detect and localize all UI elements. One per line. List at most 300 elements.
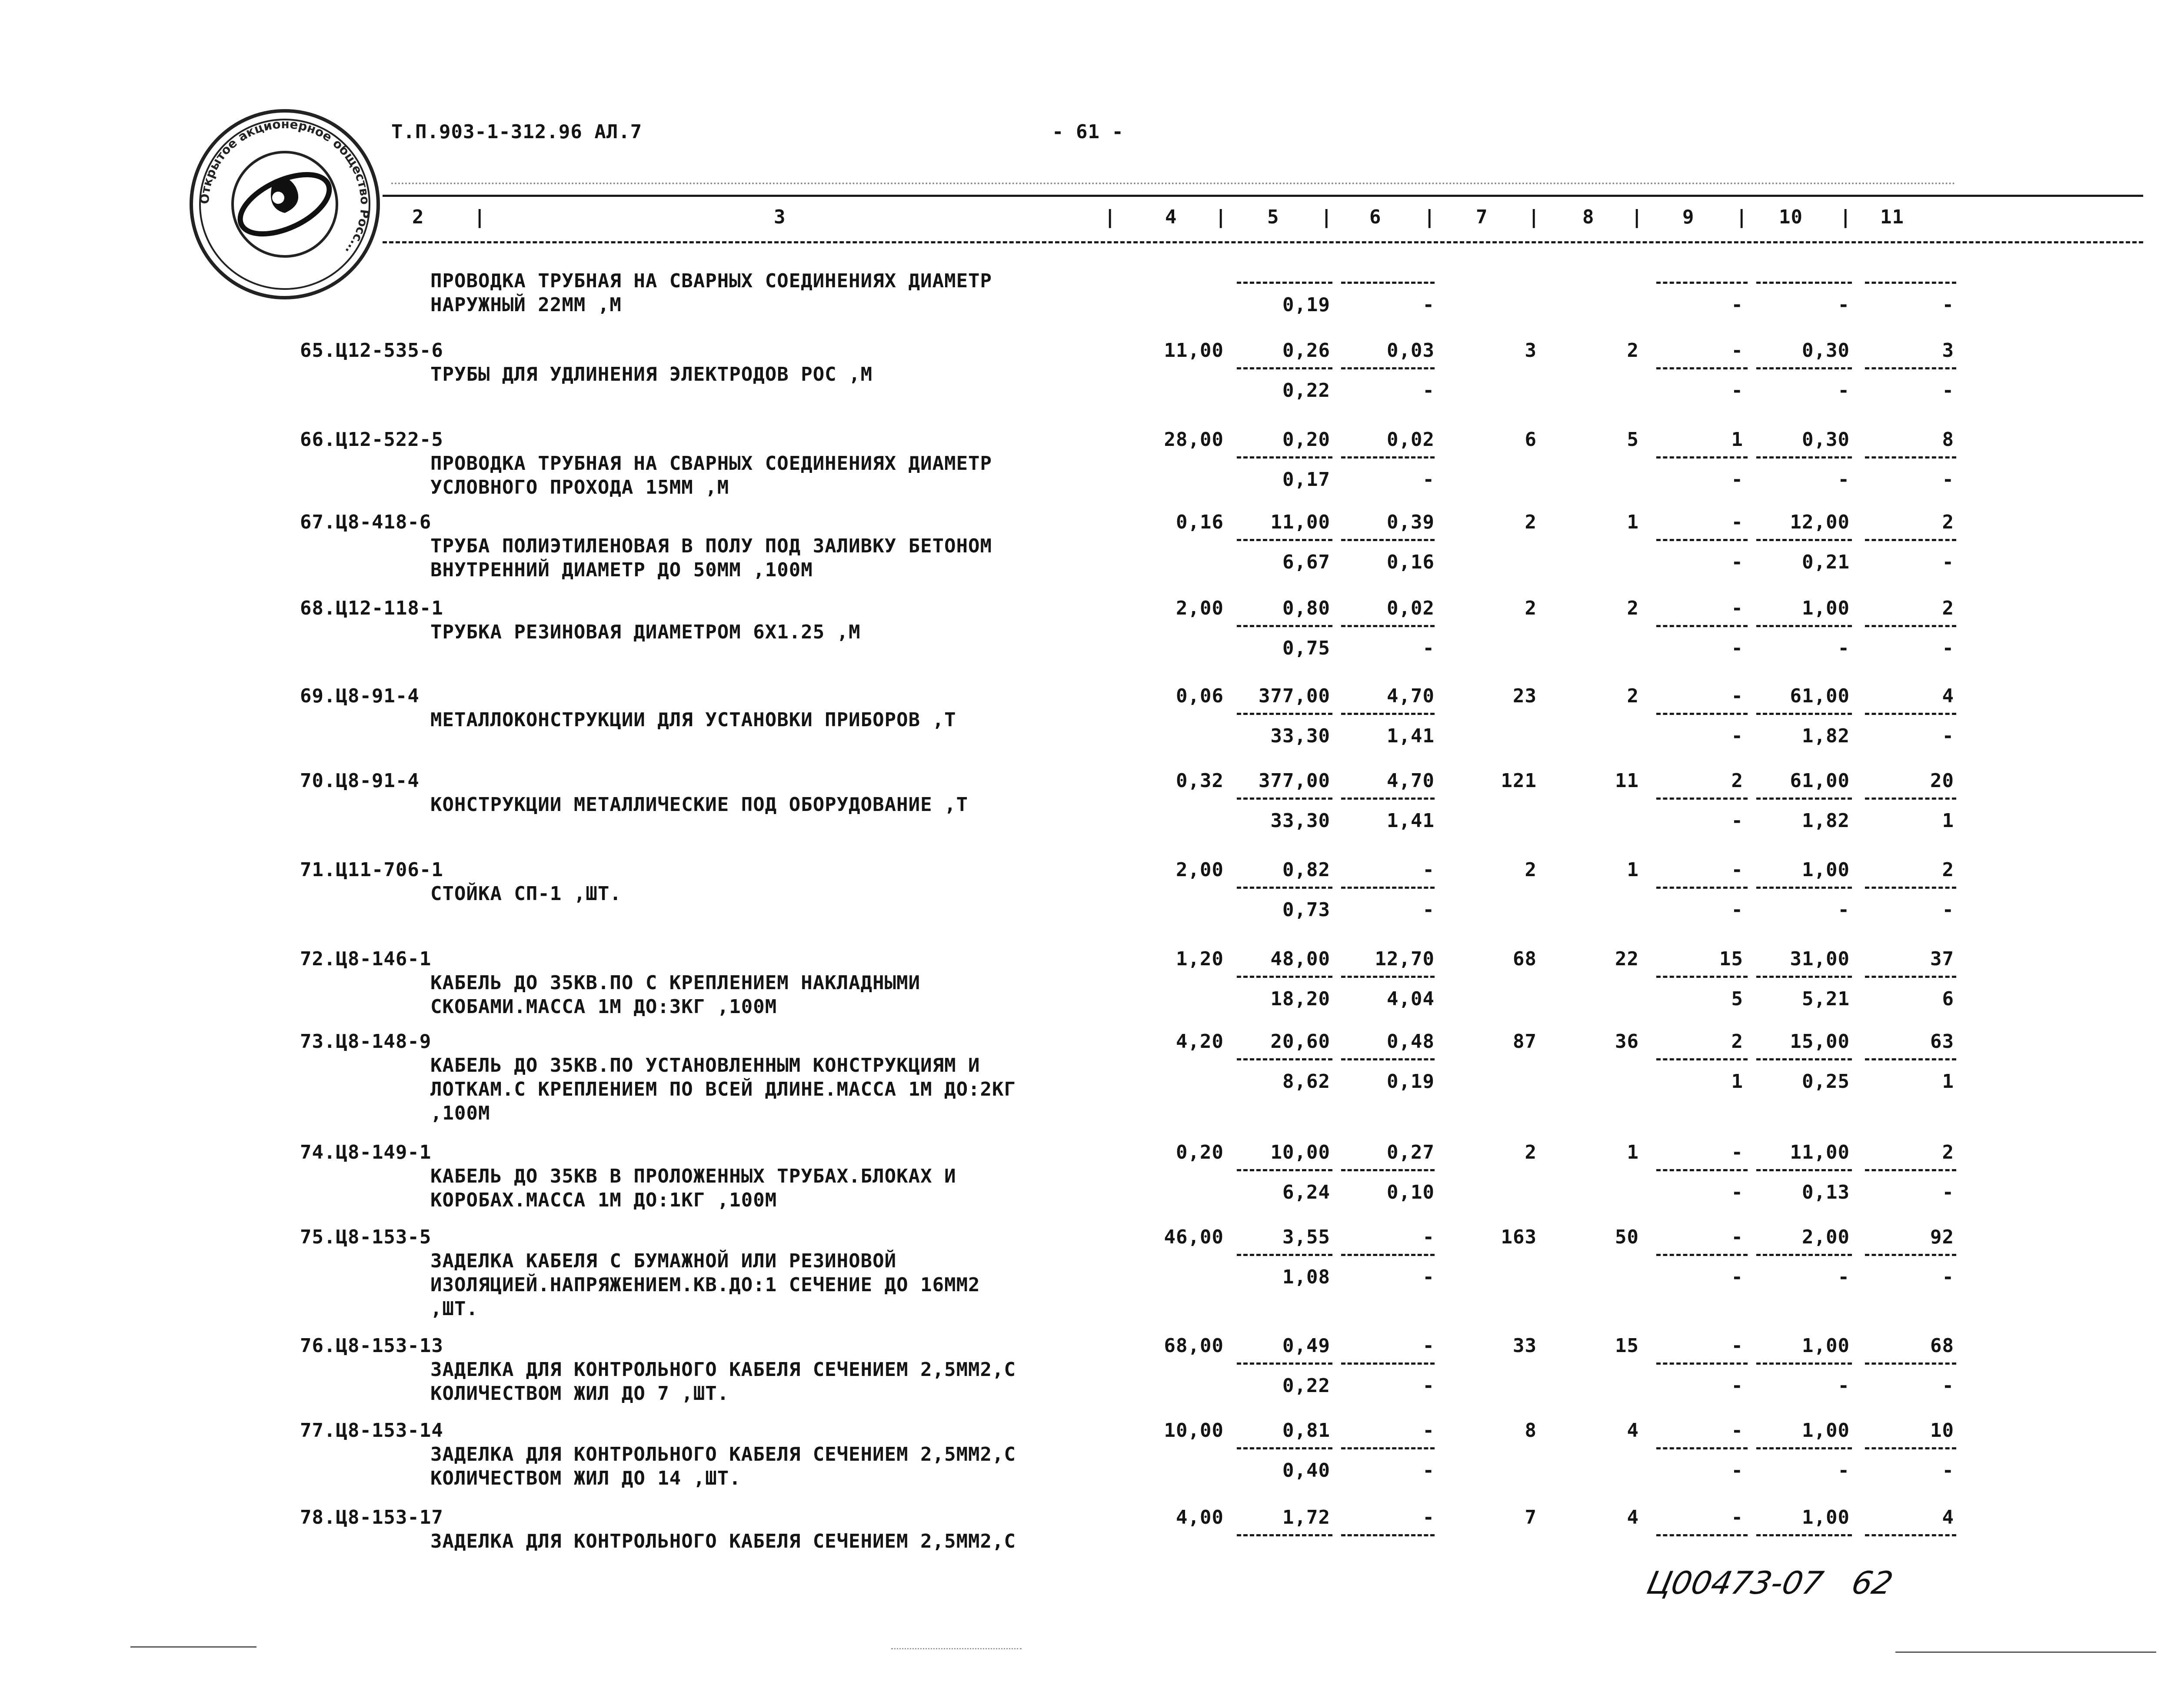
value-c6b: -	[1422, 637, 1435, 659]
value-c4: 46,00	[1164, 1226, 1224, 1248]
value-c4: 4,20	[1176, 1030, 1224, 1053]
value-c11: 4	[1942, 1506, 1954, 1529]
value-c6: -	[1422, 1335, 1435, 1357]
value-c11b: -	[1942, 1375, 1954, 1397]
value-c10: 1,00	[1802, 859, 1850, 881]
value-underline	[1756, 1169, 1852, 1171]
item-description-line: КОЛИЧЕСТВОМ ЖИЛ ДО 7 ,ШТ.	[430, 1382, 729, 1405]
value-underline	[1341, 1058, 1435, 1060]
value-c9: -	[1731, 511, 1743, 533]
value-c5b: 0,22	[1282, 379, 1330, 402]
item-description-line: ЗАДЕЛКА ДЛЯ КОНТРОЛЬНОГО КАБЕЛЯ СЕЧЕНИЕМ 2,5ММ2,С	[430, 1359, 1016, 1381]
value-c11b: 1	[1942, 810, 1954, 832]
value-c7: 6	[1525, 429, 1537, 451]
value-c11: 92	[1930, 1226, 1954, 1248]
value-c8: 4	[1627, 1506, 1639, 1529]
value-c7: 163	[1501, 1226, 1537, 1248]
value-c4: 28,00	[1164, 429, 1224, 451]
value-c10b: 0,13	[1802, 1181, 1850, 1203]
value-c9: 1	[1731, 429, 1743, 451]
item-description-line: МЕТАЛЛОКОНСТРУКЦИИ ДЛЯ УСТАНОВКИ ПРИБОРОВ ,Т	[430, 709, 956, 731]
value-c4: 0,20	[1176, 1141, 1224, 1163]
item-description-line: ВНУТРЕННИЙ ДИАМЕТР ДО 50ММ ,100М	[430, 559, 813, 581]
value-c6b: -	[1422, 1459, 1435, 1482]
official-stamp	[185, 104, 385, 304]
value-underline	[1341, 367, 1435, 369]
value-c10: 61,00	[1790, 685, 1850, 707]
value-c11b: -	[1942, 899, 1954, 921]
value-c9b: -	[1731, 1266, 1743, 1288]
value-underline	[1341, 456, 1435, 459]
value-c9: -	[1731, 685, 1743, 707]
value-c9: 15	[1719, 948, 1743, 970]
value-c6b: 0,10	[1387, 1181, 1435, 1203]
value-underline	[1865, 976, 1956, 978]
value-c9b: -	[1731, 810, 1743, 832]
value-c5: 377,00	[1259, 685, 1330, 707]
item-code: 67.Ц8-418-6	[300, 511, 432, 533]
table-header-separator: |	[1321, 206, 1333, 228]
value-c5b: 0,17	[1282, 469, 1330, 491]
value-underline	[1756, 456, 1852, 459]
item-code: 77.Ц8-153-14	[300, 1419, 443, 1442]
value-c5b: 1,08	[1282, 1266, 1330, 1288]
value-c8: 1	[1627, 859, 1639, 881]
doc-reference: Т.П.903-1-312.96 АЛ.7	[391, 121, 643, 143]
value-c10b: -	[1838, 379, 1850, 402]
item-code: 73.Ц8-148-9	[300, 1030, 432, 1053]
value-underline	[1341, 976, 1435, 978]
value-underline	[1756, 1447, 1852, 1449]
value-c5: 11,00	[1270, 511, 1330, 533]
item-description-line: ЛОТКАМ.С КРЕПЛЕНИЕМ ПО ВСЕЙ ДЛИНЕ.МАССА 1М ДО:2КГ	[430, 1078, 1016, 1100]
table-header-cell: 4	[1165, 206, 1177, 228]
value-c6b: 0,16	[1387, 551, 1435, 573]
item-description-line: КОРОБАХ.МАССА 1М ДО:1КГ ,100М	[430, 1189, 777, 1211]
value-c9: -	[1731, 339, 1743, 362]
value-c11b: -	[1942, 1181, 1954, 1203]
value-c11: 3	[1942, 339, 1954, 362]
value-c6b: 4,04	[1387, 988, 1435, 1010]
value-c6: 12,70	[1375, 948, 1435, 970]
value-c5: 0,49	[1282, 1335, 1330, 1357]
value-c11b: -	[1942, 1459, 1954, 1482]
value-underline	[1865, 1254, 1956, 1256]
value-c8: 11	[1615, 770, 1639, 792]
value-c5: 0,81	[1282, 1419, 1330, 1442]
faint-dotted-line	[391, 183, 1956, 184]
value-c11b: -	[1942, 469, 1954, 491]
item-description-line: КАБЕЛЬ ДО 35КВ.ПО УСТАНОВЛЕННЫМ КОНСТРУКЦИЯМ И	[430, 1054, 980, 1077]
value-c6: 0,03	[1387, 339, 1435, 362]
item-description-line: ЗАДЕЛКА ДЛЯ КОНТРОЛЬНОГО КАБЕЛЯ СЕЧЕНИЕМ 2,5ММ2,С	[430, 1443, 1016, 1465]
value-underline	[1756, 976, 1852, 978]
value-underline	[1341, 798, 1435, 800]
value-c6b: 1,41	[1387, 810, 1435, 832]
value-c7: 33	[1513, 1335, 1537, 1357]
value-c9: -	[1731, 1141, 1743, 1163]
table-header-cell: 10	[1779, 206, 1803, 228]
value-c11: 2	[1942, 597, 1954, 619]
value-c8: 1	[1627, 1141, 1639, 1163]
value-underline	[1756, 1362, 1852, 1365]
value-c10b: -	[1838, 637, 1850, 659]
value-underline	[1656, 976, 1748, 978]
value-c6: 0,39	[1387, 511, 1435, 533]
value-c4: 2,00	[1176, 597, 1224, 619]
value-c6b: -	[1422, 899, 1435, 921]
value-c9b: -	[1731, 1375, 1743, 1397]
value-underline	[1341, 887, 1435, 889]
item-code: 69.Ц8-91-4	[300, 685, 420, 707]
value-underline	[1656, 1058, 1748, 1060]
value-c9: -	[1731, 1226, 1743, 1248]
item-code: 70.Ц8-91-4	[300, 770, 420, 792]
value-underline	[1656, 713, 1748, 715]
value-underline	[1341, 1362, 1435, 1365]
value-c5b: 0,22	[1282, 1375, 1330, 1397]
bottom-rule-right	[1895, 1652, 2156, 1653]
value-underline	[1865, 1447, 1956, 1449]
value-c5b: 18,20	[1270, 988, 1330, 1010]
value-c8: 2	[1627, 685, 1639, 707]
value-c11b: -	[1942, 1266, 1954, 1288]
handwritten-archive-number: Ц00473-07 62	[1644, 1565, 1896, 1601]
item-description-line: КОЛИЧЕСТВОМ ЖИЛ ДО 14 ,ШТ.	[430, 1467, 741, 1489]
value-underline	[1756, 887, 1852, 889]
item-description-line: ПРОВОДКА ТРУБНАЯ НА СВАРНЫХ СОЕДИНЕНИЯХ ДИАМЕТР	[430, 270, 992, 292]
item-description-line: КАБЕЛЬ ДО 35КВ.ПО С КРЕПЛЕНИЕМ НАКЛАДНЫМИ	[430, 972, 921, 994]
value-underline	[1237, 798, 1332, 800]
value-underline	[1237, 1254, 1332, 1256]
item-description-line: ТРУБА ПОЛИЭТИЛЕНОВАЯ В ПОЛУ ПОД ЗАЛИВКУ БЕТОНОМ	[430, 535, 992, 557]
bottom-faint-dots	[891, 1648, 1022, 1649]
value-c5b: 33,30	[1270, 725, 1330, 747]
value-underline	[1756, 1058, 1852, 1060]
value-c6b: -	[1422, 469, 1435, 491]
value-c10: 2,00	[1802, 1226, 1850, 1248]
value-underline	[1237, 456, 1332, 459]
value-c5b: 0,19	[1282, 294, 1330, 316]
value-c11b: 6	[1942, 988, 1954, 1010]
value-c6: -	[1422, 1226, 1435, 1248]
item-description-line: ТРУБЫ ДЛЯ УДЛИНЕНИЯ ЭЛЕКТРОДОВ РОС ,М	[430, 363, 873, 385]
value-c11: 2	[1942, 1141, 1954, 1163]
value-underline	[1237, 1169, 1332, 1171]
value-c7: 87	[1513, 1030, 1537, 1053]
value-underline	[1865, 625, 1956, 627]
table-header-cell: 3	[774, 206, 786, 228]
table-header-bottom-rule	[383, 241, 2143, 243]
item-description-line: ЗАДЕЛКА КАБЕЛЯ С БУМАЖНОЙ ИЛИ РЕЗИНОВОЙ	[430, 1250, 897, 1272]
value-underline	[1237, 367, 1332, 369]
value-c9: -	[1731, 1419, 1743, 1442]
value-c8: 22	[1615, 948, 1639, 970]
value-c6b: -	[1422, 379, 1435, 402]
value-underline	[1341, 1254, 1435, 1256]
value-c10: 31,00	[1790, 948, 1850, 970]
value-c5: 0,80	[1282, 597, 1330, 619]
value-underline	[1865, 1362, 1956, 1365]
value-c5: 0,26	[1282, 339, 1330, 362]
item-description-line: СКОБАМИ.МАССА 1М ДО:3КГ ,100М	[430, 996, 777, 1018]
table-header-separator: |	[1631, 206, 1643, 228]
value-underline	[1865, 367, 1956, 369]
value-underline	[1656, 887, 1748, 889]
value-underline	[1341, 539, 1435, 541]
value-c5: 48,00	[1270, 948, 1330, 970]
value-c4: 0,32	[1176, 770, 1224, 792]
table-header-cell: 11	[1880, 206, 1904, 228]
table-header-cell: 6	[1369, 206, 1382, 228]
value-c11b: -	[1942, 379, 1954, 402]
value-c9b: -	[1731, 379, 1743, 402]
value-c6b: 0,19	[1387, 1070, 1435, 1093]
table-header-cell: 5	[1267, 206, 1279, 228]
item-code: 71.Ц11-706-1	[300, 859, 443, 881]
value-c6b: -	[1422, 294, 1435, 316]
item-description-line: ИЗОЛЯЦИЕЙ.НАПРЯЖЕНИЕМ.КВ.ДО:1 СЕЧЕНИЕ ДО 16ММ2	[430, 1274, 980, 1296]
value-c7: 7	[1525, 1506, 1537, 1529]
value-c4: 10,00	[1164, 1419, 1224, 1442]
value-c6b: 1,41	[1387, 725, 1435, 747]
value-c6: -	[1422, 859, 1435, 881]
value-c4: 2,00	[1176, 859, 1224, 881]
value-c10: 15,00	[1790, 1030, 1850, 1053]
value-c8: 15	[1615, 1335, 1639, 1357]
table-header-separator: |	[1528, 206, 1540, 228]
value-c6: 0,02	[1387, 597, 1435, 619]
value-c6: -	[1422, 1506, 1435, 1529]
value-c9b: -	[1731, 294, 1743, 316]
value-c10b: 5,21	[1802, 988, 1850, 1010]
item-description-line: ПРОВОДКА ТРУБНАЯ НА СВАРНЫХ СОЕДИНЕНИЯХ ДИАМЕТР	[430, 452, 992, 475]
bottom-rule-left	[130, 1646, 256, 1648]
value-c10: 61,00	[1790, 770, 1850, 792]
value-underline	[1341, 1447, 1435, 1449]
value-c6: 4,70	[1387, 685, 1435, 707]
value-underline	[1656, 798, 1748, 800]
value-c11: 2	[1942, 511, 1954, 533]
value-c11b: -	[1942, 294, 1954, 316]
value-underline	[1237, 1058, 1332, 1060]
value-c10: 1,00	[1802, 1506, 1850, 1529]
value-c9b: -	[1731, 1181, 1743, 1203]
value-underline	[1865, 456, 1956, 459]
value-c11: 68	[1930, 1335, 1954, 1357]
value-underline	[1237, 713, 1332, 715]
value-c10b: -	[1838, 294, 1850, 316]
value-c7: 68	[1513, 948, 1537, 970]
value-c11: 63	[1930, 1030, 1954, 1053]
table-header-cell: 9	[1682, 206, 1695, 228]
value-c4: 11,00	[1164, 339, 1224, 362]
value-c11b: -	[1942, 637, 1954, 659]
table-header-separator: |	[1104, 206, 1116, 228]
value-c8: 2	[1627, 339, 1639, 362]
value-c6: 4,70	[1387, 770, 1435, 792]
value-c7: 2	[1525, 511, 1537, 533]
value-c5: 0,82	[1282, 859, 1330, 881]
table-header-separator: |	[1215, 206, 1227, 228]
value-underline	[1656, 1447, 1748, 1449]
value-underline	[1237, 1447, 1332, 1449]
table-header-cell: 2	[412, 206, 424, 228]
value-c9: -	[1731, 1335, 1743, 1357]
value-underline	[1656, 1254, 1748, 1256]
value-underline	[1756, 1534, 1852, 1536]
item-description-line: УСЛОВНОГО ПРОХОДА 15ММ ,М	[430, 476, 729, 498]
item-description-line: ,100М	[430, 1102, 490, 1124]
value-c8: 1	[1627, 511, 1639, 533]
value-c10b: -	[1838, 1266, 1850, 1288]
stamp-text: Открытое акционерное общество Росс...	[197, 116, 373, 258]
value-underline	[1756, 367, 1852, 369]
value-c9b: -	[1731, 469, 1743, 491]
value-c10: 0,30	[1802, 339, 1850, 362]
value-c5b: 8,62	[1282, 1070, 1330, 1093]
item-description-line: СТОЙКА СП-1 ,ШТ.	[430, 883, 622, 905]
item-description-line: НАРУЖНЫЙ 22ММ ,М	[430, 294, 622, 316]
value-c9: -	[1731, 859, 1743, 881]
value-c5: 20,60	[1270, 1030, 1330, 1053]
table-header-cell: 8	[1582, 206, 1595, 228]
value-underline	[1656, 625, 1748, 627]
table-header-separator: |	[474, 206, 486, 228]
value-c4: 68,00	[1164, 1335, 1224, 1357]
value-c6: 0,02	[1387, 429, 1435, 451]
value-underline	[1237, 539, 1332, 541]
value-c10b: 0,25	[1802, 1070, 1850, 1093]
value-c9b: -	[1731, 899, 1743, 921]
value-c7: 121	[1501, 770, 1537, 792]
value-c5: 10,00	[1270, 1141, 1330, 1163]
value-c7: 2	[1525, 597, 1537, 619]
value-c9: 2	[1731, 770, 1743, 792]
value-underline	[1656, 1534, 1748, 1536]
value-c7: 23	[1513, 685, 1537, 707]
item-description-line: КАБЕЛЬ ДО 35КВ В ПРОЛОЖЕННЫХ ТРУБАХ.БЛОКАХ И	[430, 1165, 956, 1187]
value-c5: 3,55	[1282, 1226, 1330, 1248]
value-c9b: -	[1731, 725, 1743, 747]
value-underline	[1756, 713, 1852, 715]
value-underline	[1756, 282, 1852, 284]
value-underline	[1341, 1534, 1435, 1536]
value-c11: 4	[1942, 685, 1954, 707]
value-underline	[1237, 976, 1332, 978]
page-number: - 61 -	[1052, 121, 1124, 143]
value-c11: 10	[1930, 1419, 1954, 1442]
value-underline	[1756, 625, 1852, 627]
value-underline	[1756, 798, 1852, 800]
value-c4: 4,00	[1176, 1506, 1224, 1529]
value-underline	[1237, 887, 1332, 889]
value-c6: 0,27	[1387, 1141, 1435, 1163]
item-code: 74.Ц8-149-1	[300, 1141, 432, 1163]
item-code: 75.Ц8-153-5	[300, 1226, 432, 1248]
item-description-line: КОНСТРУКЦИИ МЕТАЛЛИЧЕСКИЕ ПОД ОБОРУДОВАНИЕ ,Т	[430, 794, 969, 816]
table-header-top-rule	[383, 195, 2143, 197]
value-c6: -	[1422, 1419, 1435, 1442]
value-c6b: -	[1422, 1266, 1435, 1288]
value-underline	[1656, 1362, 1748, 1365]
value-c10: 11,00	[1790, 1141, 1850, 1163]
item-description-line: ТРУБКА РЕЗИНОВАЯ ДИАМЕТРОМ 6Х1.25 ,М	[430, 621, 861, 643]
value-underline	[1237, 625, 1332, 627]
value-c11: 2	[1942, 859, 1954, 881]
value-underline	[1237, 282, 1332, 284]
value-c9: -	[1731, 597, 1743, 619]
value-c5b: 0,73	[1282, 899, 1330, 921]
value-c9: -	[1731, 1506, 1743, 1529]
value-c10b: 0,21	[1802, 551, 1850, 573]
value-underline	[1237, 1362, 1332, 1365]
value-underline	[1656, 456, 1748, 459]
value-c4: 0,06	[1176, 685, 1224, 707]
value-c11: 37	[1930, 948, 1954, 970]
value-c8: 50	[1615, 1226, 1639, 1248]
value-c9b: -	[1731, 551, 1743, 573]
value-c8: 4	[1627, 1419, 1639, 1442]
table-header-cell: 7	[1476, 206, 1488, 228]
value-c10b: 1,82	[1802, 725, 1850, 747]
value-underline	[1656, 367, 1748, 369]
value-c8: 2	[1627, 597, 1639, 619]
value-c6b: -	[1422, 1375, 1435, 1397]
value-c10b: 1,82	[1802, 810, 1850, 832]
value-c10: 12,00	[1790, 511, 1850, 533]
value-c5b: 0,40	[1282, 1459, 1330, 1482]
value-underline	[1865, 1534, 1956, 1536]
value-underline	[1865, 539, 1956, 541]
item-code: 65.Ц12-535-6	[300, 339, 443, 362]
value-underline	[1656, 1169, 1748, 1171]
item-code: 76.Ц8-153-13	[300, 1335, 443, 1357]
value-c5b: 33,30	[1270, 810, 1330, 832]
value-underline	[1865, 713, 1956, 715]
value-c11: 20	[1930, 770, 1954, 792]
value-c9b: -	[1731, 637, 1743, 659]
table-header-separator: |	[1424, 206, 1436, 228]
value-c10: 0,30	[1802, 429, 1850, 451]
value-c9b: -	[1731, 1459, 1743, 1482]
value-c5b: 0,75	[1282, 637, 1330, 659]
value-c5: 1,72	[1282, 1506, 1330, 1529]
value-c8: 5	[1627, 429, 1639, 451]
value-c9b: 5	[1731, 988, 1743, 1010]
value-c6: 0,48	[1387, 1030, 1435, 1053]
value-c5: 0,20	[1282, 429, 1330, 451]
value-c9b: 1	[1731, 1070, 1743, 1093]
value-c5b: 6,24	[1282, 1181, 1330, 1203]
value-c10b: -	[1838, 469, 1850, 491]
value-c10: 1,00	[1802, 597, 1850, 619]
value-underline	[1656, 282, 1748, 284]
value-underline	[1865, 282, 1956, 284]
value-underline	[1865, 887, 1956, 889]
value-c11b: -	[1942, 551, 1954, 573]
value-underline	[1341, 282, 1435, 284]
value-underline	[1656, 539, 1748, 541]
value-underline	[1341, 713, 1435, 715]
value-c7: 3	[1525, 339, 1537, 362]
value-c10: 1,00	[1802, 1419, 1850, 1442]
item-description-line: ЗАДЕЛКА ДЛЯ КОНТРОЛЬНОГО КАБЕЛЯ СЕЧЕНИЕМ 2,5ММ2,С	[430, 1530, 1016, 1552]
value-c11b: -	[1942, 725, 1954, 747]
value-c5b: 6,67	[1282, 551, 1330, 573]
value-underline	[1865, 798, 1956, 800]
value-c8: 36	[1615, 1030, 1639, 1053]
